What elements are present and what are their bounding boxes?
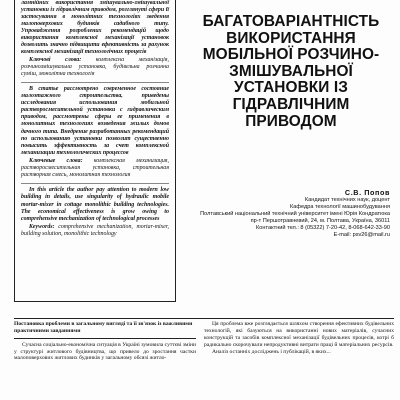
article-title: БАГАТОВАРІАНТНІСТЬ ВИКОРИСТАННЯ МОБІЛЬНОЇ РОЗЧИНО-ЗМІШУВАЛЬНОЇ УСТАНОВКИ ІЗ ГІДРАВЛІЧНИМ ПРИВОДОМ xyxy=(202,13,380,130)
abstract-en-text: In this article the author pay attention to modern low building in details, use singularity of hydraulic mobile mortar-mixer in cottage monolithic building technologies. The economical effectiveness is grow owing to comprehensive mechanization of technological processes xyxy=(21,187,169,223)
keywords-ua-label: Ключові слова: xyxy=(29,57,82,63)
body-column-left xyxy=(14,321,196,362)
body-paragraph-left: Сучасна соціально-економічна ситуація в Україні зумовила суттєві зміни у структурі житлового будівництва, що привело до зростання частки малоповерхових житлових будинків у загальному обсязі житло- xyxy=(14,341,196,362)
abstract-ua-keywords xyxy=(21,57,169,78)
keywords-ua-text: комплексна механізація, розчинозмішувальна установка, будівельна розчинна суміш, монолітна технологія xyxy=(21,57,169,77)
keywords-en-text: comprehensive mechanization, mortar-mixer, building solution, monolithic technology xyxy=(21,224,169,238)
author-degree: Кандидат технічних наук, доцент xyxy=(304,197,390,203)
section-heading: Постановка проблеми в загальному вигляді та її зв'язок із важливими практичними завданнями xyxy=(14,321,193,334)
abstract-ru-text: В статье рассмотрено современное состояние малоэтажного строительства, приведены исследования использования мобильной растворосмесительной установки с гидравлическим приводом, рассмотрены сферы ее применения в монолитных технологиях возведения жилых домов дачного типа. Внедрение разработанных рекомендаций по использованию установки позволит существенно повысить эффективность за счет комплексной механизации технологических процессов xyxy=(21,86,169,156)
body-column-right xyxy=(204,321,394,356)
section-heading-rule xyxy=(14,338,196,339)
keywords-ru-label: Ключевые слова: xyxy=(29,157,83,164)
author-block xyxy=(180,188,390,240)
keywords-ru-text: комплексная механизация, растворосмесительная установка, строительная растворная смесь, монолитная технология xyxy=(21,157,169,179)
abstract-ua-text: ламнійних використання змішувально-змішувальної установки із гідравлічним приводом, розглянуті сфери її застосування в монолітних технологіях зведення малоповерхових будинків садибного типу. Упровадження розроблених рекомендацій щодо використання комплексної механізації установок дозволить значно підвищити ефективність за рахунок комплексної механізації технологічних процесів xyxy=(21,0,169,55)
keywords-en-label: Keywords: xyxy=(29,224,55,231)
abstracts-box xyxy=(14,0,176,302)
author-address: пр-т Першотравневий, 24, м. Полтава, Україна, 36011 xyxy=(250,218,390,225)
author-email[interactable]: E-mail: psv26@mail.ru xyxy=(333,232,390,239)
abstract-en-keywords xyxy=(21,224,169,238)
body-paragraph-right-2: Аналіз останніх досліджень і публікацій, в яких... xyxy=(212,348,331,355)
abstract-separator xyxy=(21,82,169,83)
author-name: С.В. Попов xyxy=(344,188,390,197)
author-university: Полтавський національний технічний університет імені Юрія Кондратюка xyxy=(200,211,390,218)
author-phone: Контактний тел.: 8 (05322) 7-20-42, 8-068-642-33-90 xyxy=(256,225,390,232)
abstract-separator xyxy=(21,183,169,184)
section-top-rule xyxy=(14,318,394,319)
body-paragraph-right-1: Ця проблема вже розглядається шляхом створення ефективних будівельних технологій, які базуються на використанні нових матеріалів, сучасних конструкцій та засобів комплексної механізації будівельних процесів, котрі б радикально скорочували непродуктивні витрати праці й матеріальних ресурсів. xyxy=(204,321,394,348)
abstract-ru-keywords xyxy=(21,158,169,179)
author-department: Кафедра технології машинобудування xyxy=(290,204,390,211)
